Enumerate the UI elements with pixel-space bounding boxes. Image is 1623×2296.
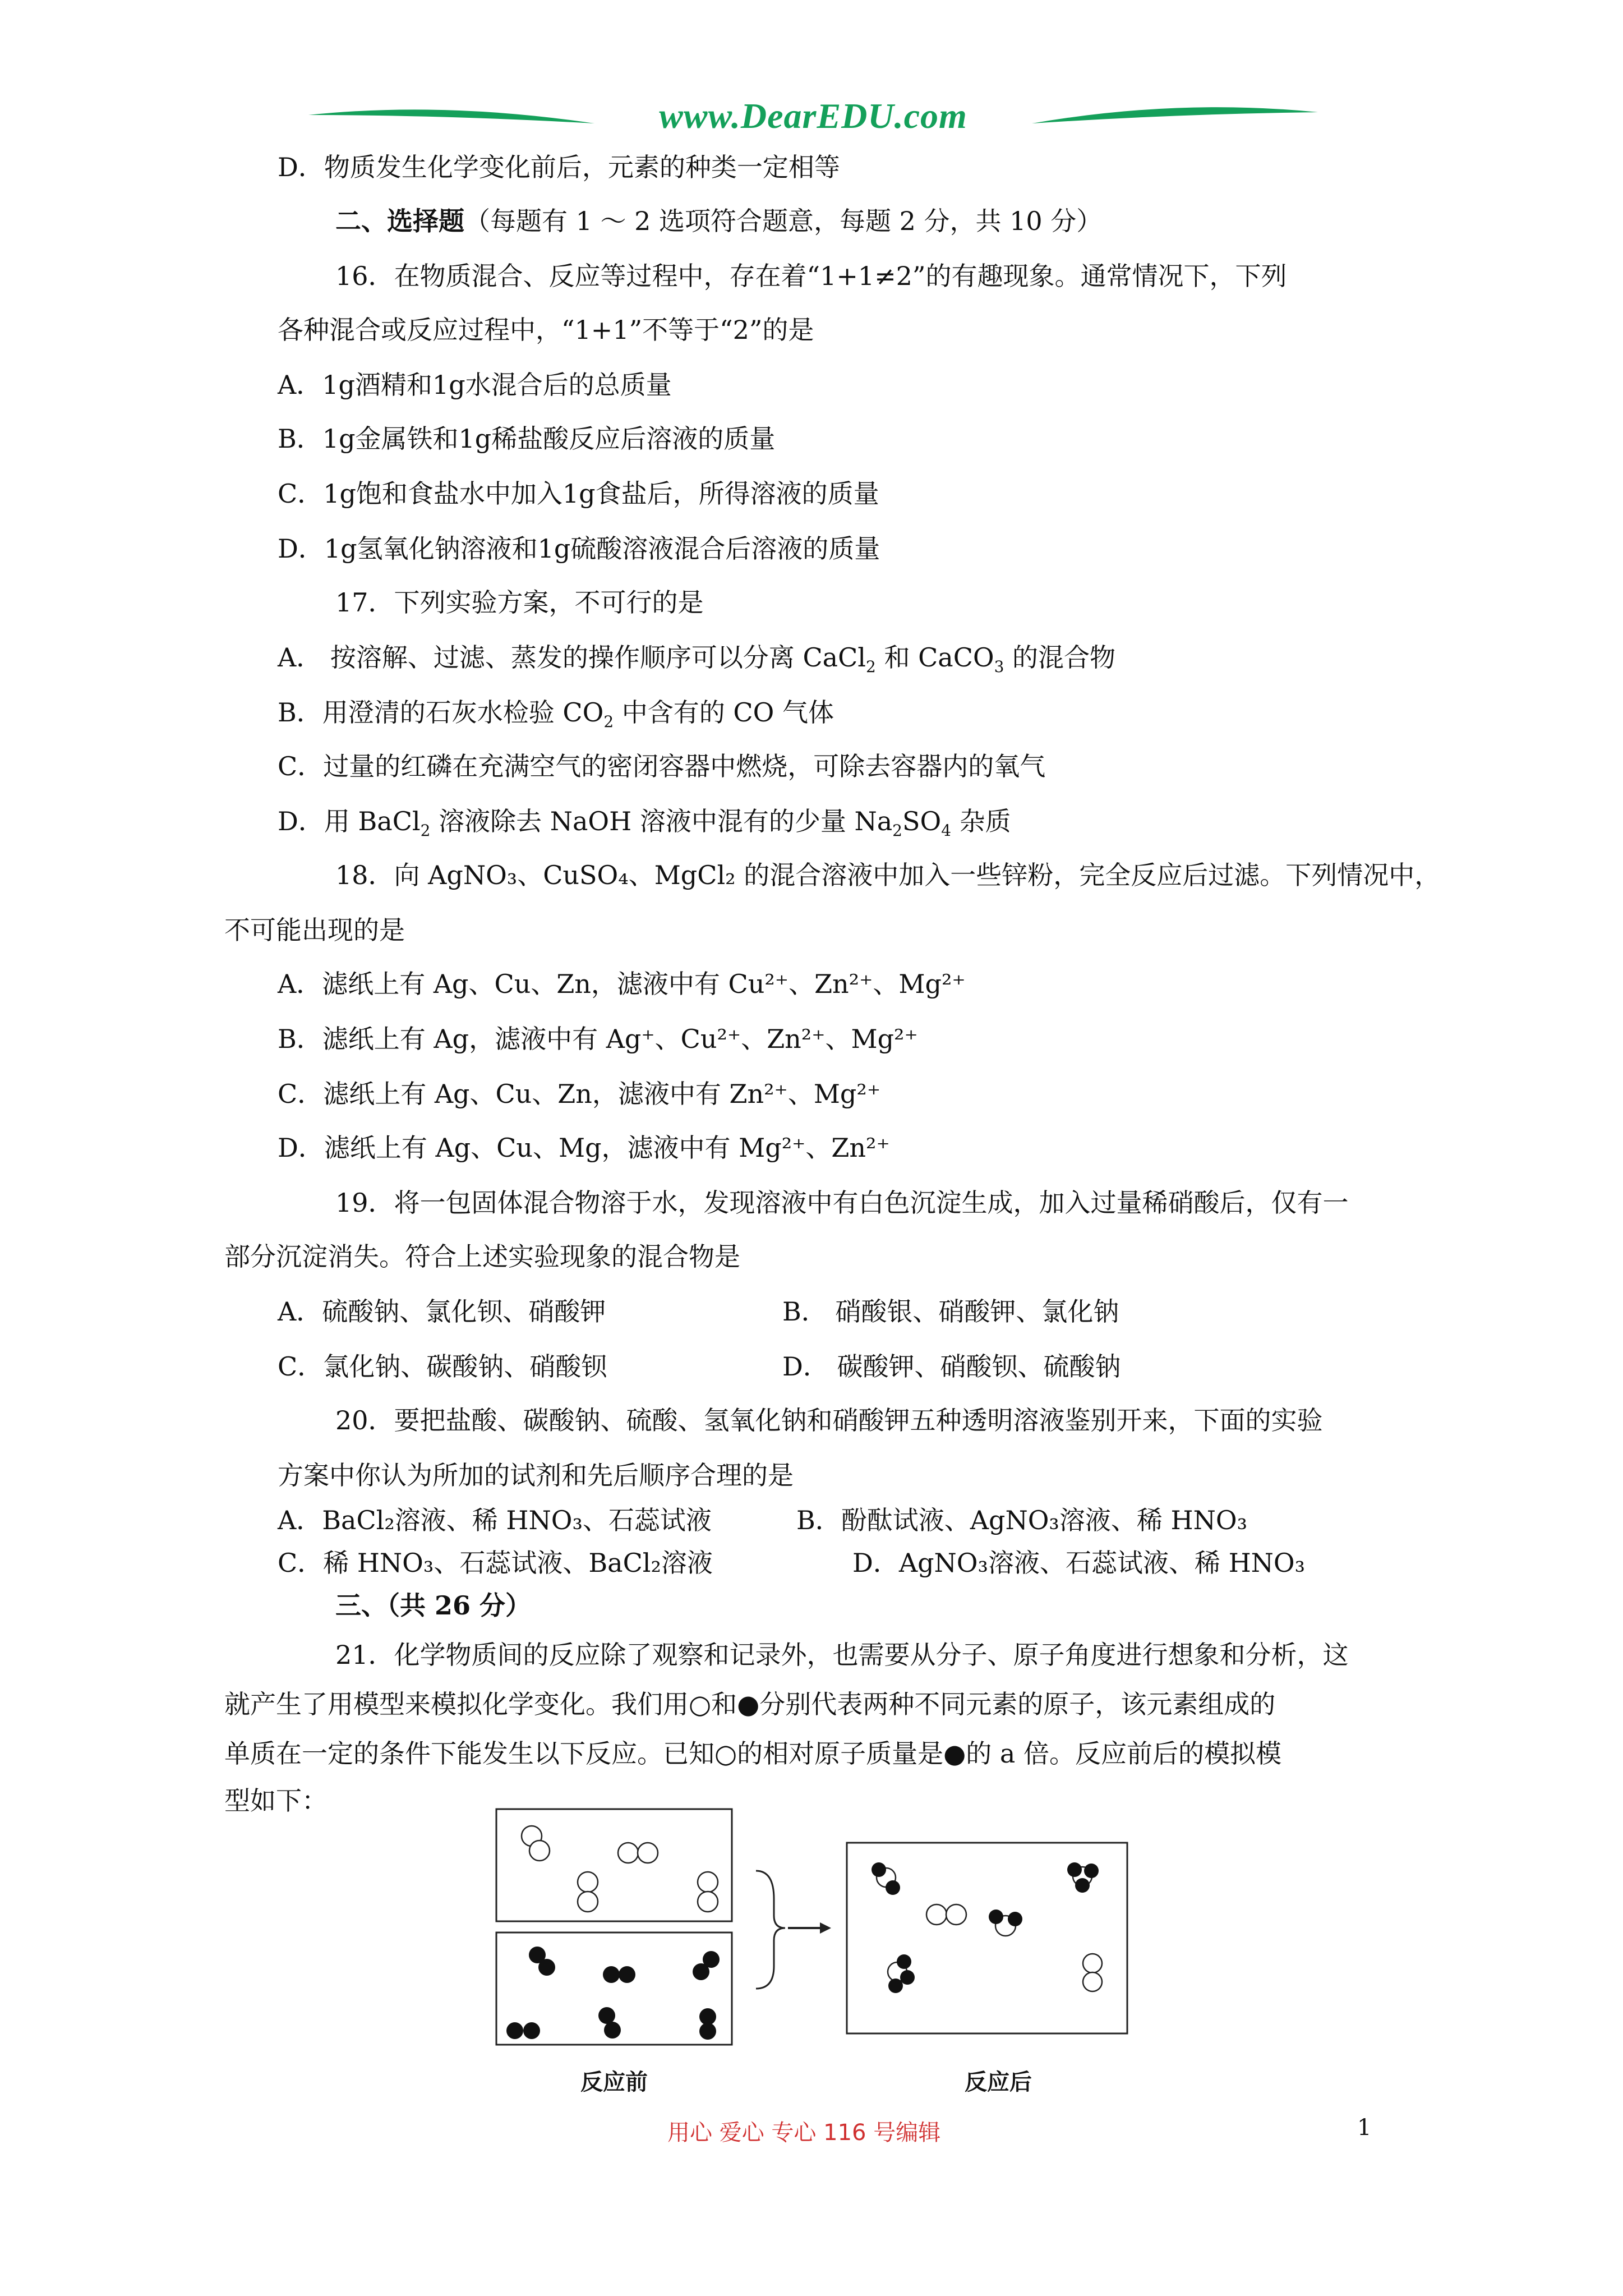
q19-stem-1: 19．将一包固体混合物溶于水，发现溶液中有白色沉淀生成，加入过量稀硝酸后，仅有一 [335, 1188, 1349, 1218]
reaction-model-diagram [488, 1803, 1133, 2106]
footer-slogan: 用心 爱心 专心 116 号编辑 [667, 2120, 941, 2146]
before-label: 反应前 [580, 2069, 648, 2095]
q20-option-b: B．酚酞试液、AgNO₃溶液、稀 HNO₃ [796, 1505, 1248, 1535]
q18-option-b: B．滤纸上有 Ag，滤液中有 Ag⁺、Cu²⁺、Zn²⁺、Mg²⁺ [278, 1024, 918, 1054]
q20-stem-1: 20．要把盐酸、碳酸钠、硫酸、氢氧化钠和硝酸钾五种透明溶液鉴别开来，下面的实验 [335, 1405, 1323, 1435]
q21-stem-2: 就产生了用模型来模拟化学变化。我们用○和●分别代表两种不同元素的原子，该元素组成的 [224, 1689, 1276, 1719]
q19-stem-2: 部分沉淀消失。符合上述实验现象的混合物是 [224, 1241, 740, 1272]
q16-option-b: B．1g金属铁和1g稀盐酸反应后溶液的质量 [278, 424, 776, 454]
page-number: 1 [1357, 2115, 1372, 2141]
q16-option-c: C．1g饱和食盐水中加入1g食盐后，所得溶液的质量 [278, 478, 879, 509]
q21-stem-1: 21．化学物质间的反应除了观察和记录外，也需要从分子、原子角度进行想象和分析，这 [335, 1640, 1349, 1670]
section-2-heading [335, 204, 1102, 238]
q20-stem-2: 方案中你认为所加的试剂和先后顺序合理的是 [278, 1460, 794, 1490]
q18-stem-1: 18．向 AgNO₃、CuSO₄、MgCl₂ 的混合溶液中加入一些锌粉，完全反应后过滤。下列情况中， [335, 860, 1441, 890]
q20-option-d: D．AgNO₃溶液、石蕊试液、稀 HNO₃ [852, 1548, 1306, 1578]
q21-stem-3: 单质在一定的条件下能发生以下反应。已知○的相对原子质量是●的 a 倍。反应前后的模拟模 [224, 1738, 1281, 1769]
after-label: 反应后 [965, 2069, 1032, 2095]
q16-option-d: D．1g氢氧化钠溶液和1g硫酸溶液混合后溶液的质量 [278, 533, 880, 564]
reaction-model-svg [488, 1803, 1133, 2106]
q20-option-a: A．BaCl₂溶液、稀 HNO₃、石蕊试液 [278, 1505, 712, 1535]
q16-stem-2: 各种混合或反应过程中，“1+1”不等于“2”的是 [278, 315, 814, 345]
q20-option-c: C．稀 HNO₃、石蕊试液、BaCl₂溶液 [278, 1548, 713, 1578]
q17-option-b: B．用澄清的石灰水检验 $CO_2$ 中含有的 CO 气体 [278, 697, 834, 731]
q16-stem-1: 16．在物质混合、反应等过程中，存在着“1+1≠2”的有趣现象。通常情况下，下列 [335, 261, 1287, 291]
q19-option-b: B． 硝酸银、硝酸钾、氯化钠 [782, 1296, 1119, 1327]
site-url: www.DearEDU.com [659, 96, 967, 136]
q18-option-c: C．滤纸上有 Ag、Cu、Zn，滤液中有 Zn²⁺、Mg²⁺ [278, 1079, 881, 1109]
q18-option-a: A．滤纸上有 Ag、Cu、Zn，滤液中有 Cu²⁺、Zn²⁺、Mg²⁺ [278, 969, 966, 999]
brace-icon [756, 1871, 785, 1989]
q19-option-d: D． 碳酸钾、硝酸钡、硫酸钠 [782, 1351, 1121, 1382]
q19-option-c: C．氯化钠、碳酸钠、硝酸钡 [278, 1351, 607, 1382]
q18-option-d: D．滤纸上有 Ag、Cu、Mg，滤液中有 Mg²⁺、Zn²⁺ [278, 1133, 890, 1163]
q17-option-d: D．用 BaCl$_2$ 溶液除去 NaOH 溶液中混有的少量 $Na_2SO_4$ 杂质 [278, 806, 1011, 840]
section-2-note: （每题有 1 ～ 2 选项符合题意，每题 2 分，共 10 分） [464, 206, 1103, 236]
q16-option-a: A．1g酒精和1g水混合后的总质量 [278, 370, 672, 400]
q19-option-a: A．硫酸钠、氯化钡、硝酸钾 [278, 1296, 606, 1327]
section-3-heading: 三、（共 26 分） [335, 1590, 532, 1621]
q21-stem-4: 型如下： [224, 1786, 328, 1816]
q17-option-c: C．过量的红磷在充满空气的密闭容器中燃烧，可除去容器内的氧气 [278, 751, 1046, 781]
q15-option-d: D．物质发生化学变化前后，元素的种类一定相等 [278, 152, 840, 182]
section-2-title: 二、选择题 [335, 206, 464, 236]
q18-stem-2: 不可能出现的是 [224, 915, 405, 945]
q17-option-a: A． 按溶解、过滤、蒸发的操作顺序可以分离 CaCl$_2$ 和 CaCO$_3$ 的混合物 [278, 642, 1116, 677]
q17-stem: 17．下列实验方案，不可行的是 [335, 587, 704, 618]
